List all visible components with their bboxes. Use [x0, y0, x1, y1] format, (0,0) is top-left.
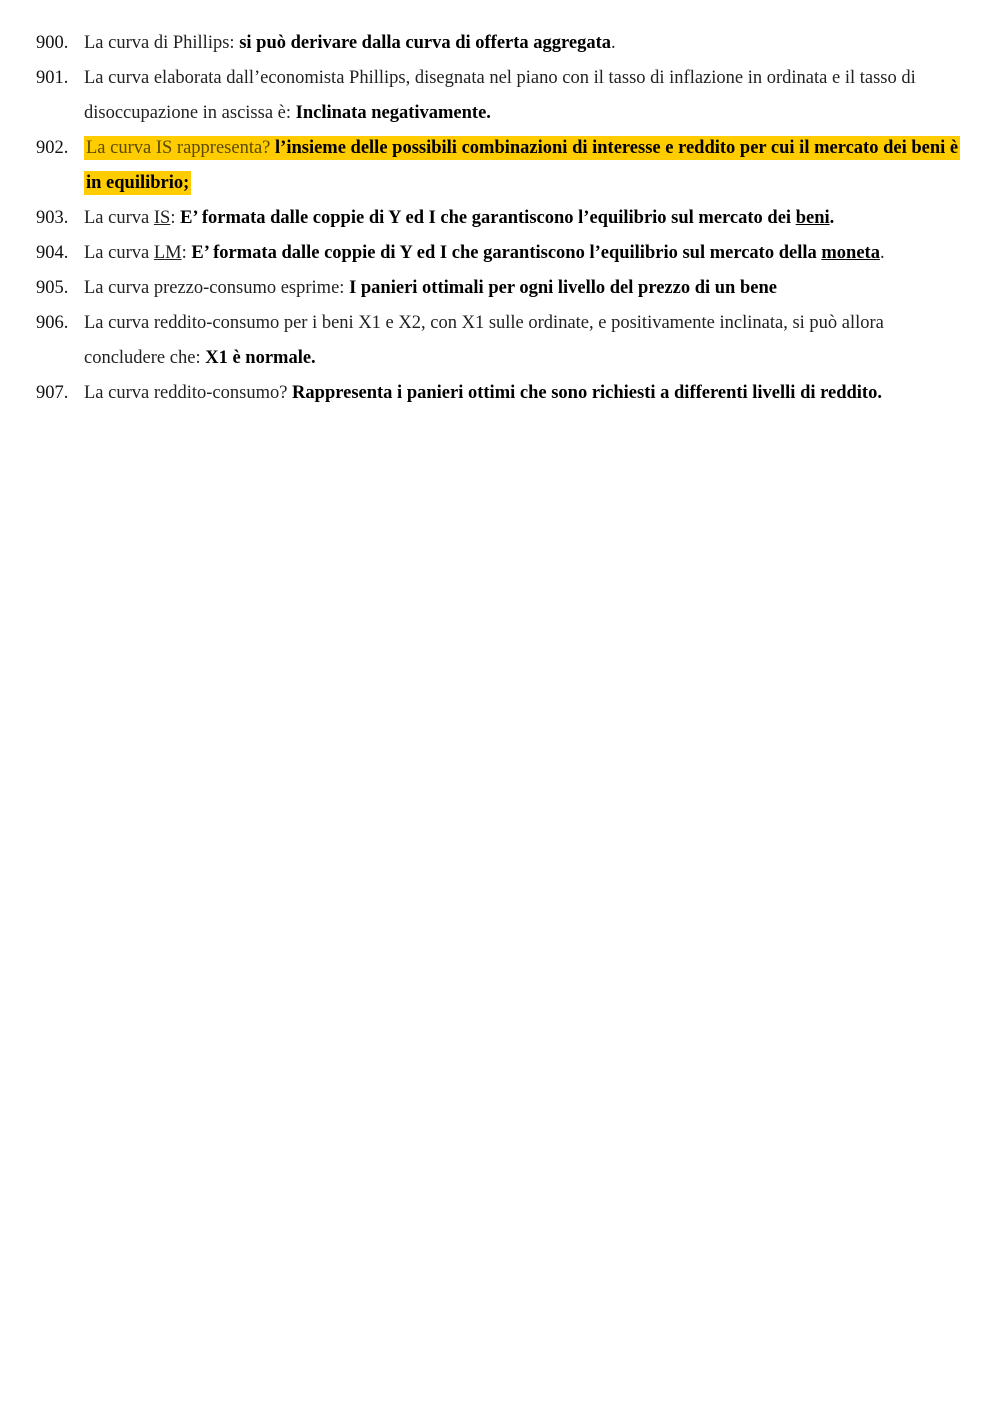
answer-tail: . [879, 243, 885, 263]
list-item-904 [36, 236, 966, 271]
item-number: 906. [36, 313, 69, 333]
answer-text: E’ formata dalle coppie di Y ed I che garantiscono l’equilibrio sul mercato della [191, 243, 822, 263]
answer-tail: . [829, 208, 835, 228]
answer-text: E’ formata dalle coppie di Y ed I che garantiscono l’equilibrio sul mercato dei [180, 208, 796, 228]
list-item-902 [36, 131, 966, 201]
item-number: 902. [36, 138, 69, 158]
list-item-906 [36, 306, 966, 376]
question-text: La curva reddito-consumo per i beni X1 e X2, con X1 sulle ordinate, e positivamente inclinata, si può allora concludere che: [84, 313, 884, 368]
item-number: 907. [36, 383, 69, 403]
item-number: 905. [36, 278, 69, 298]
question-text: La curva reddito-consumo? [84, 383, 293, 403]
question-text: La curva [84, 208, 154, 228]
answer-text: Inclinata negativamente. [295, 103, 491, 123]
answer-text: si può derivare dalla curva di offerta aggregata [239, 33, 612, 53]
list-item-901 [36, 61, 966, 131]
underlined-answer-term: beni [795, 208, 830, 228]
question-text: La curva prezzo-consumo esprime: [84, 278, 350, 298]
answer-text: X1 è normale. [205, 348, 316, 368]
answer-text: Rappresenta i panieri ottimi che sono richiesti a differenti livelli di reddito. [292, 383, 882, 403]
question-colon: : [170, 208, 181, 228]
underlined-term: LM [153, 243, 182, 263]
list-item-907 [36, 376, 966, 411]
question-text: La curva IS rappresenta? [86, 138, 276, 158]
list-item-905 [36, 271, 966, 306]
question-colon: : [181, 243, 192, 263]
list-item-903 [36, 201, 966, 236]
item-number: 904. [36, 243, 69, 263]
question-text: La curva di Phillips: [84, 33, 240, 53]
answer-text: l’insieme delle possibili combinazioni di interesse e reddito per cui il mercato dei beni è in equilibrio; [86, 138, 959, 193]
answer-text: I panieri ottimali per ogni livello del prezzo di un bene [349, 278, 777, 298]
item-number: 903. [36, 208, 69, 228]
answer-tail: . [611, 33, 616, 53]
underlined-term: IS [153, 208, 171, 228]
question-list [36, 26, 966, 411]
item-number: 900. [36, 33, 69, 53]
highlighted-passage [84, 136, 960, 195]
underlined-answer-term: moneta [821, 243, 880, 263]
item-number: 901. [36, 68, 69, 88]
question-text: La curva elaborata dall’economista Phillips, disegnata nel piano con il tasso di inflazione in ordinata e il tasso di disoccupazione in ascissa è: [84, 68, 916, 123]
question-text: La curva [84, 243, 154, 263]
list-item-900 [36, 26, 966, 61]
